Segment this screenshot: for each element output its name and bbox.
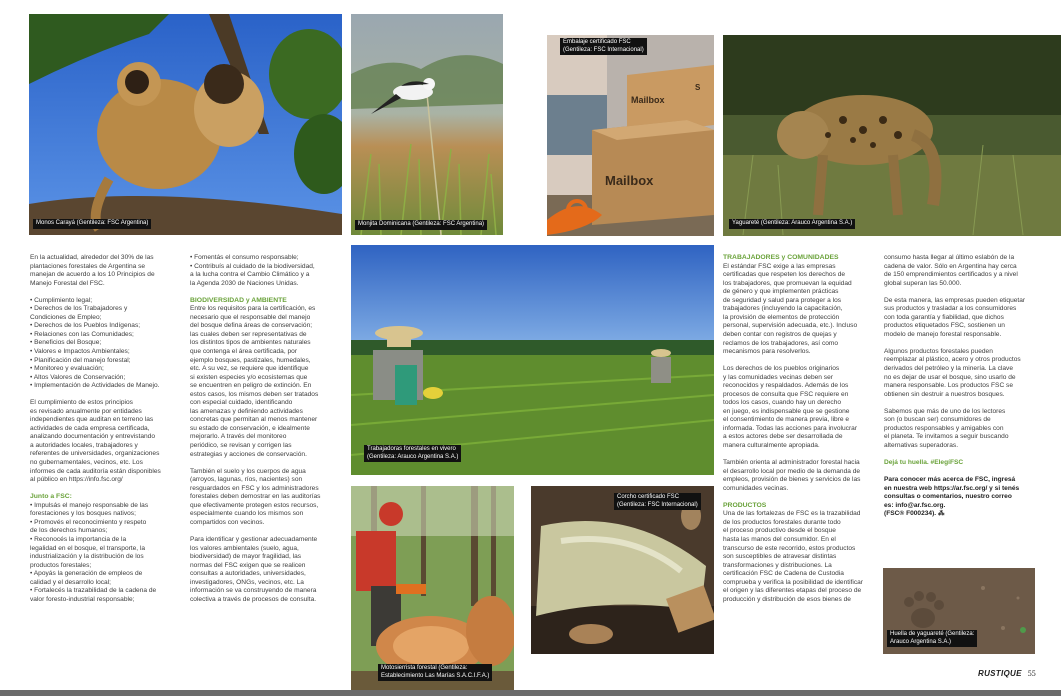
list-item: • Fortalecés la trazabilidad de la cadena de valor foresto-industrial responsable; (30, 587, 157, 603)
embalaje-caption: Embalaje certificado FSC (Gentileza: FSC Internacional) (560, 38, 647, 55)
col4-paragraph-3: Algunos productos forestales pueden reemplazar al plástico, acero y otros productos derivados del petróleo y la minería. La clave no es dejar de usar el bosque, sino usarlo de manera responsable. Los productos FSC se obtienen sin destruir a nuestros bosques. (884, 347, 1021, 398)
motosierrista-photo (351, 486, 514, 692)
column-1 (30, 254, 182, 613)
footer-bar (0, 690, 1061, 696)
list-item: • Derechos de los Pueblos Indígenas; (30, 322, 141, 330)
monkeys-photo (29, 14, 342, 235)
mailbox-front-label: Mailbox (605, 173, 654, 188)
embalaje-photo (547, 35, 714, 236)
list-item: • Contribuís al cuidado de la biodiversidad, a la lucha contra el Cambio Climático y a la Agenda 2030 de Naciones Unidas. (190, 262, 315, 287)
biodiversidad-paragraph-2: También el suelo y los cuerpos de agua (arroyos, lagunas, ríos, nacientes) son resguardados en FSC y los administradores forestales deben demostrar en las auditorías que efectivamente protegen estos recursos, especialmente cuando los mismos son compartidos con vecinos. (190, 467, 321, 526)
trabajadores-paragraph-2: Los derechos de los pueblos originarios y las comunidades vecinas deben ser reconocidos y respaldados. Además de los procesos de consulta que FSC requiere en todos los casos, cuando hay un derecho en juego, es indispensable que se gestione el consentimiento de manera previa, libre e informada. Todas las acciones para involucrar a estos actores debe ser desarrollada de manera culturalmente apropiada. (723, 365, 858, 450)
col4-paragraph-1: consumo hasta llegar al último eslabón de la cadena de valor. Sólo en Argentina hay cerca de 150 emprendimientos certificados y a nivel global superan las 50.000. (884, 254, 1018, 287)
monjita-photo (351, 14, 503, 235)
monjita-caption: Monjita Dominicana (Gentileza: FSC Argentina) (355, 220, 487, 230)
column-4 (884, 254, 1044, 519)
junto-heading: Junto a FSC: (30, 493, 72, 501)
trabajadores-paragraph-1: El estándar FSC exige a las empresas certificadas que respeten los derechos de los trabajadores, que promuevan la equidad de género y que implementen prácticas de seguridad y salud para proteger a los trabajadores (incluyendo la capacitación, la provisión de elementos de protección personal, supervisión adecuada, etc.). Incluso deben contar con registros de quejas y reclamos de los trabajadores, así como mecanismos para resolverlos. (723, 262, 858, 356)
list-item: • Apoyás la generación de empleos de calidad y el desarrollo local; (30, 570, 143, 586)
col4-paragraph-2: De esta manera, las empresas pueden etiquetar sus productos y trasladar a los consumidores con toda garantía y fiabilidad, que dichos productos etiquetados FSC, sostienen un modelo de manejo forestal responsable. (884, 296, 1026, 338)
list-item: • Promovés el reconocimiento y respeto de los derechos humanos; (30, 518, 147, 535)
corcho-photo (531, 486, 714, 654)
list-item: • Fomentás el consumo responsable; (190, 254, 299, 261)
size-label: S (695, 83, 701, 92)
list-item: • Planificación del manejo forestal; (30, 356, 131, 364)
column-3 (723, 254, 878, 613)
compliance-paragraph: El cumplimiento de estos principios es revisado anualmente por entidades independientes que auditan en terreno las actividades de cada empresa certificada, analizando documentación y entrevistando a autoridades locales, trabajadores y referentes de universidades, organizaciones no gubernamentales, vecinos, etc. Los informes de cada auditoría están disponibles al público en https://info.fsc.org/ (30, 399, 161, 484)
biodiversidad-paragraph-3: Para identificar y gestionar adecuadamente los valores ambientales (suelo, agua, biodiversidad) de mayor fragilidad, las normas del FSC exigen que se realicen consultas a autoridades, universidades, investigadores, ONGs, vecinos, etc. La información se va construyendo de manera colectiva a través de procesos de consulta. (190, 535, 318, 603)
contact-paragraph: Para conocer más acerca de FSC, ingresá en nuestra web https://ar.fsc.org/ y si tenés consultas o comentarios, nuestro correo es: info@ar.fsc.org. (FSC® F000234). ⁂ (884, 475, 1020, 518)
trabajadores-paragraph-3: También orienta al administrador forestal hacia el desarrollo local por medio de la demanda de empleos, provisión de bienes y servicios de las comunidades vecinas. (723, 459, 861, 492)
list-item: • Derechos de los Trabajadores y Condiciones de Empleo; (30, 305, 128, 321)
list-item: • Monitoreo y evaluación; (30, 365, 104, 373)
intro-paragraph: En la actualidad, alrededor del 30% de las plantaciones forestales de Argentina se manejan de acuerdo a los 10 Principios de Manejo Forestal del FSC. (30, 254, 155, 287)
productos-heading: PRODUCTOS (723, 501, 767, 509)
vivero-caption: Trabajadoras forestales en vivero (Gentileza: Arauco Argentina S.A.) (364, 445, 461, 462)
column-2 (190, 254, 345, 613)
motosierrista-caption: Motosierrista forestal (Gentileza: Establecimiento Las Marías S.A.C.I.F.A.) (378, 664, 492, 681)
hashtag-line: Dejá tu huella. #ElegíFSC (884, 458, 964, 466)
huella-caption: Huella de yaguareté (Gentileza: Arauco Argentina S.A.) (887, 630, 977, 647)
junto-list (30, 502, 182, 605)
list-item: • Cumplimiento legal; (30, 296, 93, 304)
productos-paragraph-1: Una de las fortalezas de FSC es la trazabilidad de los productos forestales durante todo el proceso productivo desde el bosque hasta las manos del consumidor. En el transcurso de este recorrido, estos productos son susceptibles de atravesar distintas transformaciones y distribuciones. La certificación FSC de Cadena de Custodia comprueba y verifica la posibilidad de identificar el origen y las diferentes etapas del proceso de producción y distribución de esos bienes de (723, 510, 864, 603)
list-item: • Beneficios del Bosque; (30, 339, 102, 347)
corcho-caption: Corcho certificado FSC (Gentileza: FSC Internacional) (614, 493, 701, 510)
page-footer (978, 669, 1036, 678)
list-item: • Valores e Impactos Ambientales; (30, 347, 130, 355)
monkeys-caption: Monos Carayá (Gentileza: FSC Argentina) (33, 219, 151, 229)
list-item: • Reconocés la importancia de la legalidad en el bosque, el transporte, la industrialización y la distribución de los productos forestales; (30, 535, 146, 569)
principles-list (30, 297, 182, 391)
col4-paragraph-4: Sabemos que más de uno de los lectores son (o buscan ser) consumidores de productos responsables y amigables con el planeta. Te invitamos a seguir buscando alternativas superadoras. (884, 407, 1009, 449)
vivero-photo (351, 245, 714, 475)
yaguarete-caption: Yaguareté (Gentileza: Arauco Argentina S.A.) (729, 219, 855, 229)
list-item: • Impulsás el manejo responsable de las forestaciones y los bosques nativos; (30, 501, 149, 518)
list-item: • Relaciones con las Comunidades; (30, 330, 134, 338)
biodiversidad-heading: BIODIVERSIDAD y AMBIENTE (190, 296, 287, 304)
list-item: • Altos Valores de Conservación; (30, 373, 126, 381)
biodiversidad-paragraph-1: Entre los requisitos para la certificación, es necesario que el responsable del manejo del bosque defina áreas de conservación; las cuales deben ser representativas de los distintos tipos de ambientes naturales que contenga el área certificada, por ejemplo bosques, pastizales, humedales, etc. A su vez, se requiere que identifique si existen especies y/o ecosistemas que se encuentren en peligro de extinción. En estos casos, los mismos deben ser tratados con especial cuidado, identificando las amenazas y definiendo actividades concretas que permitan al menos mantener su estado de conservación, e idealmente mejorarlo. A través del monitoreo periódico, se revisan y corrigen las estrategias y acciones de conservación. (190, 305, 319, 458)
magazine-logo: RUSTIQUE (978, 669, 1022, 678)
trabajadores-heading: TRABAJADORES y COMUNIDADES (723, 254, 839, 261)
yaguarete-photo (723, 35, 1061, 236)
page-number: 55 (1027, 669, 1036, 678)
junto-list-continued (190, 254, 345, 288)
mailbox-top-label: Mailbox (631, 95, 665, 105)
list-item: • Implementación de Actividades de Manejo. (30, 382, 160, 390)
